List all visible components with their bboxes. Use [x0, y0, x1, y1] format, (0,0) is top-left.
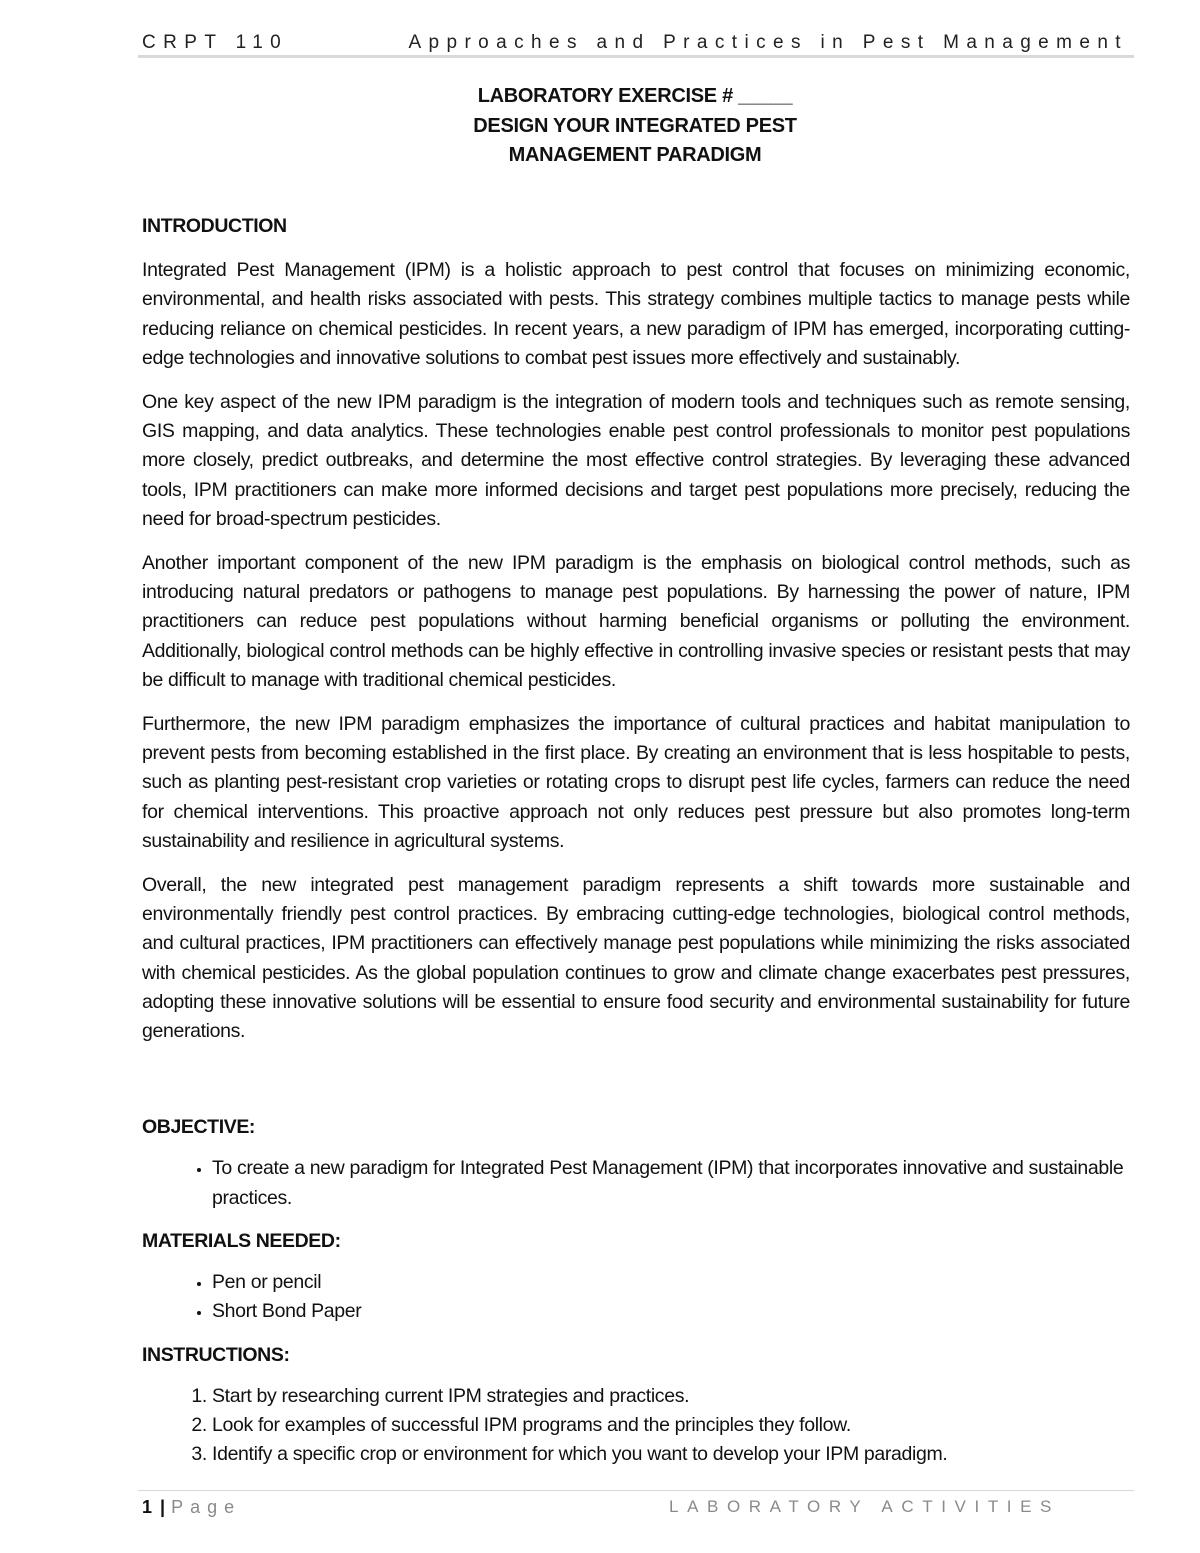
title-line-2: DESIGN YOUR INTEGRATED PEST [473, 114, 797, 137]
header-divider [138, 55, 1134, 58]
page-header [142, 28, 1128, 54]
objective-item: • To create a new paradigm for Integrated Pest Management (IPM) that incorporates innovative and sustainable practices. [212, 1154, 1130, 1212]
material-item: • Pen or pencil [212, 1268, 1130, 1297]
course-title: Approaches and Practices in Pest Management [408, 32, 1128, 53]
introduction-heading: INTRODUCTION [142, 215, 287, 237]
materials-list [142, 1268, 1130, 1326]
page-label: Page [171, 1496, 242, 1517]
footer-divider [138, 1490, 1134, 1491]
objective-heading: OBJECTIVE: [142, 1116, 256, 1139]
section-label: LABORATORY ACTIVITIES [669, 1497, 1060, 1516]
instruction-step: 2. Look for examples of successful IPM programs and the principles they follow. [212, 1411, 1130, 1440]
intro-paragraph-5: Overall, the new integrated pest management paradigm represents a shift towards more sustainable and environmentally friendly pest control practices. By embracing cutting-edge technologies, biological control methods, and cultural practices, IPM practitioners can effectively manage pest populations while minimizing the risks associated with chemical pesticides. As the global population continues to grow and climate change exacerbates pest pressures, adopting these innovative solutions will be essential to ensure food security and environmental sustainability for future generations. [142, 874, 1130, 1043]
document-body [142, 212, 1130, 1483]
instruction-step: 1. Start by researching current IPM strategies and practices. [212, 1382, 1130, 1411]
page-footer [142, 1495, 1060, 1519]
title-line-3: MANAGEMENT PARADIGM [508, 144, 762, 166]
materials-heading: MATERIALS NEEDED: [142, 1229, 341, 1252]
page-indicator [142, 1497, 241, 1518]
page-separator: | [160, 1496, 166, 1517]
title-line-1: LABORATORY EXERCISE # _____ [477, 85, 793, 107]
course-code: CRPT 110 [142, 32, 289, 53]
intro-paragraph-1: Integrated Pest Management (IPM) is a holistic approach to pest control that focuses on minimizing economic, environmental, and health risks associated with pests. This strategy combines multiple tactics to manage pests while reducing reliance on chemical pesticides. In recent years, a new paradigm of IPM has emerged, incorporating cutting-edge technologies and innovative solutions to combat pest issues more effectively and sustainably. [142, 259, 1130, 369]
instructions-list [142, 1382, 1130, 1470]
instruction-step: 3. Identify a specific crop or environment for which you want to develop your IPM paradigm. [212, 1440, 1130, 1469]
page-number: 1 [142, 1496, 153, 1517]
material-item: • Short Bond Paper [212, 1297, 1130, 1326]
exercise-title [142, 82, 1128, 171]
intro-paragraph-2: One key aspect of the new IPM paradigm is the integration of modern tools and techniques such as remote sensing, GIS mapping, and data analytics. These technologies enable pest control professionals to monitor pest populations more closely, predict outbreaks, and determine the most effective control strategies. By leveraging these advanced tools, IPM practitioners can make more informed decisions and target pest populations more precisely, reducing the need for broad-spectrum pesticides. [142, 391, 1130, 530]
intro-paragraph-4: Furthermore, the new IPM paradigm emphasizes the importance of cultural practices and habitat manipulation to prevent pests from becoming established in the first place. By creating an environment that is less hospitable to pests, such as planting pest-resistant crop varieties or rotating crops to disrupt pest life cycles, farmers can reduce the need for chemical interventions. This proactive approach not only reduces pest pressure but also promotes long-term sustainability and resilience in agricultural systems. [142, 713, 1130, 852]
instructions-heading: INSTRUCTIONS: [142, 1343, 290, 1366]
section-spacer [142, 1061, 1130, 1113]
intro-paragraph-3: Another important component of the new IPM paradigm is the emphasis on biological control methods, such as introducing natural predators or pathogens to manage pest populations. By harnessing the power of nature, IPM practitioners can reduce pest populations without harming beneficial organisms or polluting the environment. Additionally, biological control methods can be highly effective in controlling invasive species or resistant pests that may be difficult to manage with traditional chemical pesticides. [142, 552, 1130, 691]
objective-list [142, 1154, 1130, 1212]
